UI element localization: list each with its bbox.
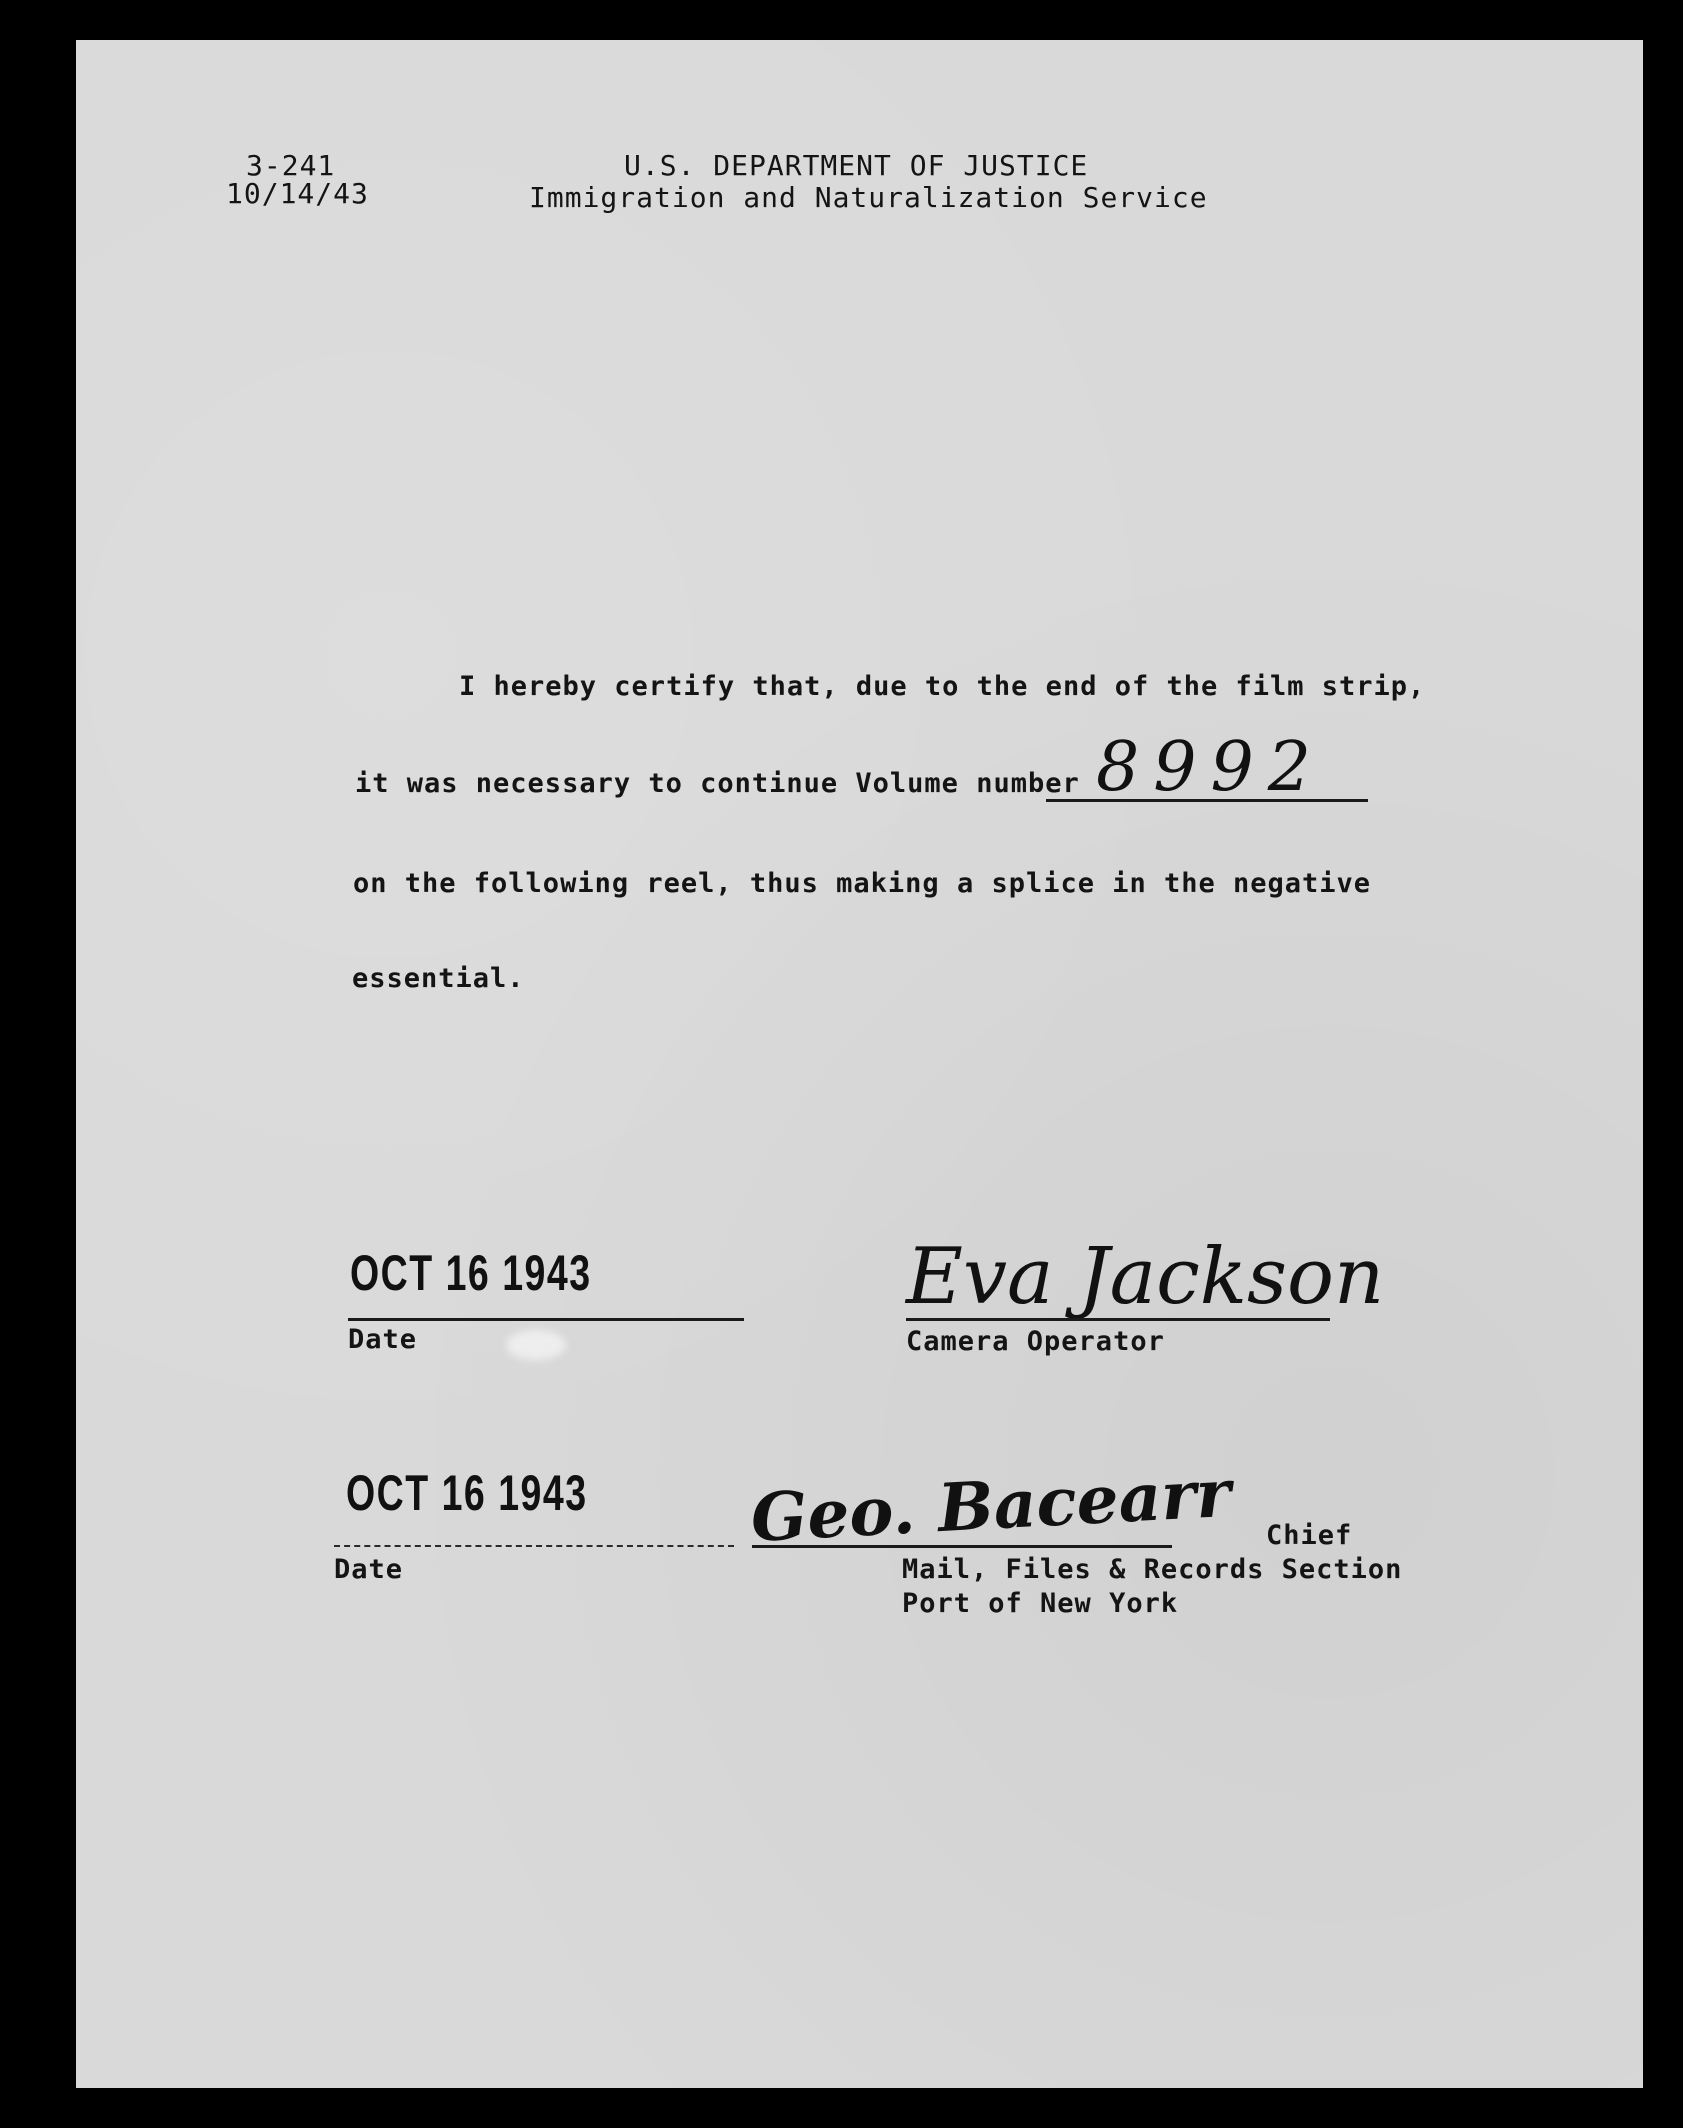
certification-line-1: I hereby certify that, due to the end of the film strip, (459, 671, 1426, 702)
operator-label: Camera Operator (906, 1326, 1165, 1357)
chief-location: Port of New York (902, 1588, 1179, 1619)
date-stamp-2: OCT 16 1943 (346, 1465, 588, 1521)
date-line-2 (334, 1545, 734, 1547)
chief-signature: Geo. Bacearr (748, 1453, 1233, 1557)
department-title: U.S. DEPARTMENT OF JUSTICE (624, 149, 1089, 182)
date-line-1 (348, 1318, 744, 1321)
certification-line-4: essential. (352, 963, 525, 994)
paper-smudge (506, 1330, 566, 1360)
date-label-2: Date (334, 1554, 404, 1585)
chief-label: Chief (1266, 1520, 1353, 1551)
chief-section: Mail, Files & Records Section (902, 1554, 1403, 1585)
chief-signature-line (752, 1545, 1172, 1548)
volume-number: 8992 (1096, 728, 1326, 807)
date-stamp-1: OCT 16 1943 (350, 1245, 592, 1301)
date-label-1: Date (348, 1324, 418, 1355)
service-title: Immigration and Naturalization Service (529, 181, 1208, 214)
form-date: 10/14/43 (226, 177, 369, 210)
operator-signature-line (906, 1318, 1330, 1321)
paper-sheet (76, 40, 1643, 2088)
operator-signature: Eva Jackson (906, 1232, 1385, 1322)
form-number: 3-241 (246, 149, 336, 182)
certification-line-2: it was necessary to continue Volume number (355, 768, 1080, 799)
certification-line-3: on the following reel, thus making a splice in the negative (353, 868, 1372, 899)
